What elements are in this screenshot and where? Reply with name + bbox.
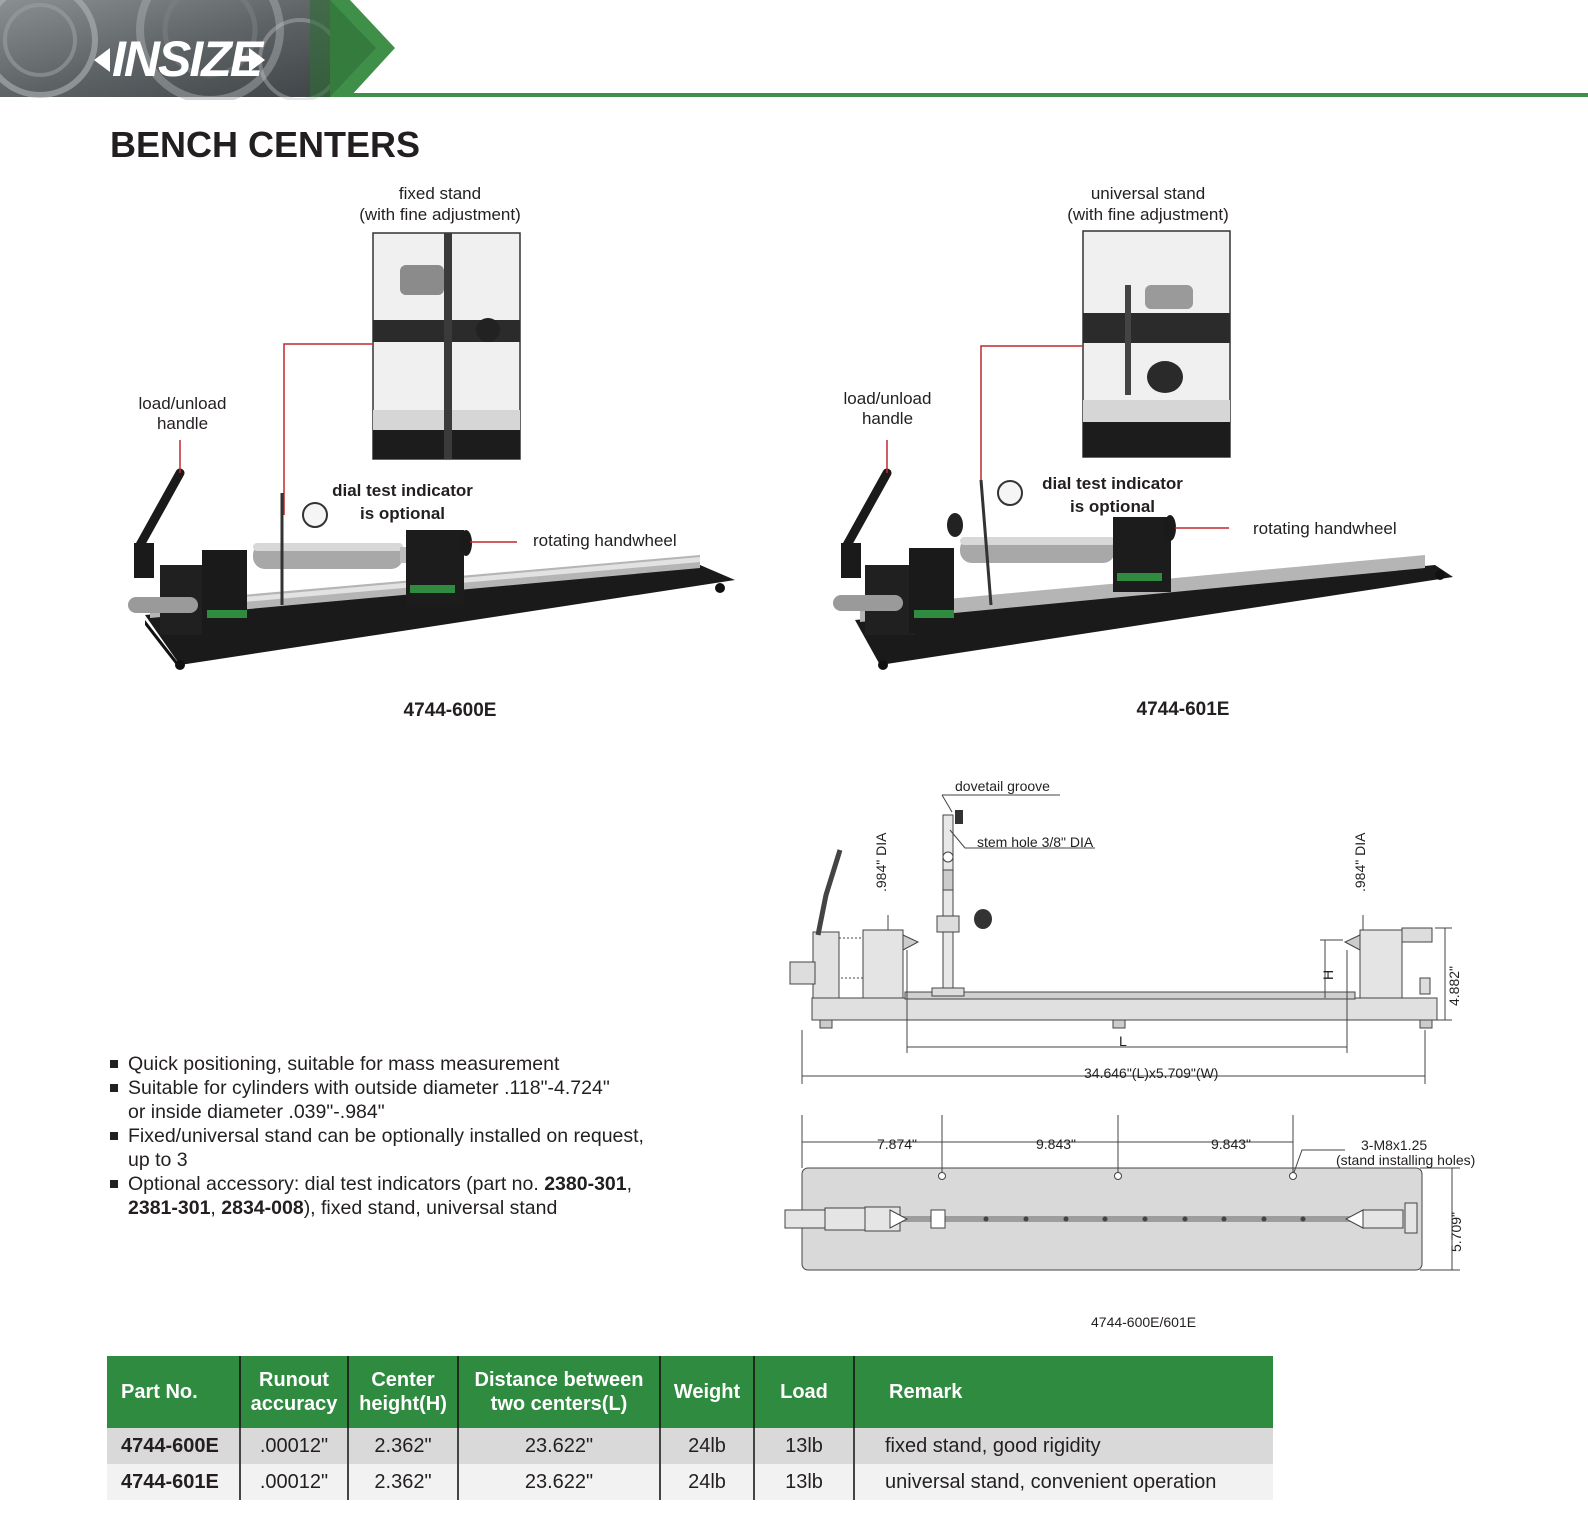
table-row [107,1464,1273,1500]
handle-label-line2: handle [861,409,914,428]
dovetail-label: dovetail groove [955,778,1050,794]
brand-logo: INSIZE [112,31,262,87]
part-number-label: 4744-600E [403,700,497,721]
table-cell: 23.622" [458,1464,660,1500]
column-header: Load [754,1356,854,1428]
header-banner [0,0,1588,100]
feature-list [110,1052,730,1220]
table-cell: universal stand, convenient operation [854,1464,1273,1500]
table-cell: 2.362" [348,1428,458,1464]
column-header: Remark [854,1356,1273,1428]
table-cell: 13lb [754,1464,854,1500]
stem-hole-label: stem hole 3/8" DIA [977,834,1094,850]
product-photo-600E [110,225,750,675]
column-header: Center height(H) [348,1356,458,1428]
handwheel-label: rotating handwheel [1253,519,1397,538]
handle-label-line1: load/unload [138,394,227,413]
l-dimension-label: L [1119,1033,1127,1049]
left-dia-label: .984" DIA [873,832,889,892]
table-header-row [107,1356,1273,1428]
handwheel-label: rotating handwheel [533,531,677,550]
stand-label-line1: fixed stand [398,184,482,203]
h-dimension-label: H [1320,969,1336,980]
feature-text: or inside diameter .039"-.984" [128,1101,385,1123]
feature-text: , [626,1173,633,1195]
indicator-label-line2: is optional [1070,497,1155,516]
part-ref: 2380-301 [544,1173,627,1195]
table-cell: fixed stand, good rigidity [854,1428,1273,1464]
spacing-2-label: 9.843" [1036,1136,1077,1152]
height-dimension-label: 4.882" [1446,965,1462,1006]
product-photo-601E [825,225,1475,675]
stand-label-line2: (with fine adjustment) [1067,205,1229,224]
table-row [107,1428,1273,1464]
stand-label-line1: universal stand [1090,184,1206,203]
table-cell: 24lb [660,1428,754,1464]
width-dimension-label: 5.709" [1448,1211,1464,1252]
table-cell: .00012" [240,1428,348,1464]
table-cell: 24lb [660,1464,754,1500]
feature-text: Optional accessory: dial test indicators (part no. [128,1173,545,1195]
technical-drawing [780,770,1520,1300]
spec-table [107,1356,1273,1500]
right-dia-label: .984" DIA [1352,832,1368,892]
part-ref: 2834-008 [221,1197,304,1219]
indicator-label-line1: dial test indicator [1042,474,1183,493]
drawing-caption: 4744-600E/601E [1091,1314,1197,1330]
table-cell: 23.622" [458,1428,660,1464]
column-header: Part No. [107,1356,240,1428]
column-header: Runout accuracy [240,1356,348,1428]
feature-item [110,1172,730,1220]
handle-label-line1: load/unload [843,389,932,408]
indicator-label-line1: dial test indicator [332,481,473,500]
part-number-label: 4744-601E [1136,699,1230,720]
handle-label-line2: handle [156,414,209,433]
feature-item [110,1124,730,1172]
feature-text: up to 3 [128,1149,188,1171]
feature-text: Fixed/universal stand can be optionally installed on request, [128,1125,644,1147]
holes-label-line2: (stand installing holes) [1336,1152,1476,1168]
holes-label-line1: 3-M8x1.25 [1361,1137,1428,1153]
table-cell: 13lb [754,1428,854,1464]
overall-dimension-label: 34.646"(L)x5.709"(W) [1084,1065,1219,1081]
feature-item [110,1052,730,1076]
indicator-label-line2: is optional [360,504,445,523]
column-header: Weight [660,1356,754,1428]
spacing-1-label: 7.874" [877,1136,918,1152]
table-cell: 4744-601E [107,1464,240,1500]
feature-text: Quick positioning, suitable for mass measurement [128,1053,560,1075]
part-ref: 2381-301 [128,1197,211,1219]
column-header: Distance between two centers(L) [458,1356,660,1428]
feature-text: ), fixed stand, universal stand [303,1197,558,1219]
stand-label-line2: (with fine adjustment) [359,205,521,224]
feature-text: , [210,1197,222,1219]
table-cell: 2.362" [348,1464,458,1500]
page-title: BENCH CENTERS [110,124,421,165]
feature-item [110,1076,730,1124]
table-cell: .00012" [240,1464,348,1500]
spacing-3-label: 9.843" [1211,1136,1252,1152]
feature-text: Suitable for cylinders with outside diameter .118"-4.724" [128,1077,610,1099]
table-cell: 4744-600E [107,1428,240,1464]
